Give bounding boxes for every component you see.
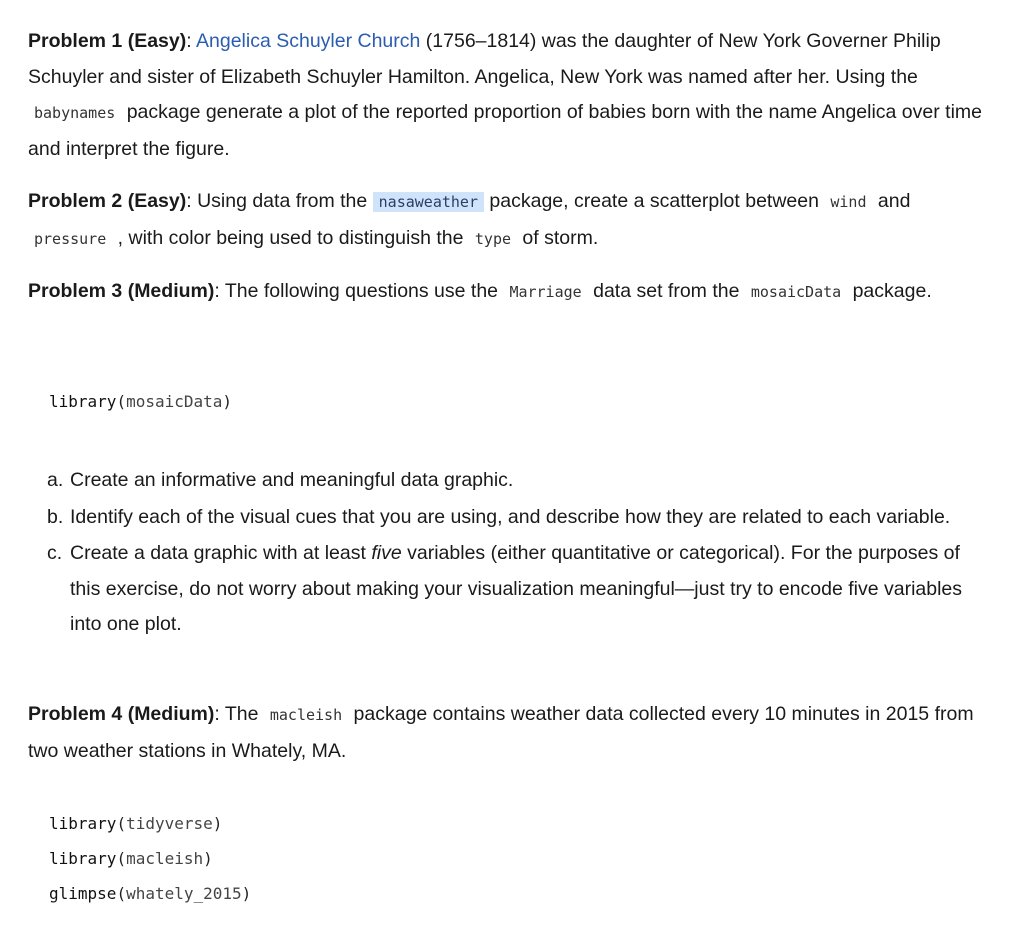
list-marker: c.	[47, 542, 63, 564]
code-arg: tidyverse	[126, 814, 213, 833]
list-item	[28, 536, 988, 643]
code-paren-close: )	[212, 814, 223, 833]
code-fn: library	[49, 849, 117, 868]
code-fn: library	[49, 814, 117, 833]
pressure-code: pressure	[34, 229, 107, 248]
list-item	[28, 463, 988, 499]
problem-2-text-5: of storm.	[517, 226, 599, 249]
code-paren-open: (	[116, 814, 127, 833]
list-item	[28, 500, 988, 536]
list-marker: a.	[47, 469, 64, 491]
code-fn: library	[49, 392, 117, 411]
problem-1-heading: Problem 1 (Easy)	[28, 30, 187, 52]
problem-1-colon: :	[186, 30, 196, 52]
problem-4-heading: Problem 4 (Medium)	[28, 703, 215, 725]
code-arg: mosaicData	[126, 392, 223, 411]
babynames-code: babynames	[34, 104, 116, 122]
problem-2-text-3: and	[872, 190, 911, 212]
code-block-mosaicdata	[28, 384, 232, 419]
code-arg: whately_2015	[126, 884, 242, 903]
marriage-code: Marriage	[509, 283, 582, 301]
problem-4	[28, 697, 988, 769]
mosaicdata-code: mosaicData	[750, 283, 842, 301]
problem-3	[28, 274, 932, 311]
problem-4-text-2: package contains weather data collected every 10 minutes in 2015 from two weather stations in Whately, MA.	[28, 703, 974, 762]
problem-3-text-3: package.	[847, 280, 932, 302]
problem-2-heading: Problem 2 (Easy)	[28, 190, 187, 212]
problem-1	[28, 24, 988, 167]
list-item-text-after: variables (either quantitative or categorical). For the purposes of this exercise, do not worry about making your visualization meaningful—just try to encode five variables into one plot.	[70, 542, 963, 635]
list-item-text: Identify each of the visual cues that you are using, and describe how they are related to each variable.	[70, 505, 951, 528]
code-block-macleish	[28, 806, 251, 911]
code-paren-close: )	[241, 884, 252, 903]
code-line	[49, 849, 213, 868]
problem-3-text-1: : The following questions use the	[214, 280, 504, 302]
type-code: type	[474, 229, 512, 248]
problem-2-text-4: , with color being used to distinguish the	[112, 226, 469, 249]
code-paren-open: (	[116, 849, 127, 868]
problem-1-text-1: (1756–1814) was the daughter of New York Governer Philip Schuyler and sister of Elizabeth Schuyler Hamilton. Angelica, New York was named after her. Using the	[28, 30, 941, 88]
code-arg: macleish	[126, 849, 204, 868]
code-fn: glimpse	[49, 884, 117, 903]
problem-2	[28, 184, 988, 257]
problem-4-text-1: : The	[214, 703, 264, 725]
macleish-code: macleish	[269, 706, 343, 724]
list-item-emphasis: five	[371, 542, 402, 564]
code-paren-open: (	[116, 392, 127, 411]
code-paren-close: )	[222, 392, 233, 411]
problem-2-text-1: : Using data from the	[186, 190, 373, 212]
wind-code: wind	[830, 193, 867, 211]
code-line	[49, 884, 251, 903]
code-paren-close: )	[203, 849, 213, 868]
problem-3-heading: Problem 3 (Medium)	[28, 280, 215, 302]
problem-2-text-2: package, create a scatterplot between	[484, 190, 825, 212]
problem-3-text-2: data set from the	[587, 280, 745, 302]
code-paren-open: (	[116, 884, 127, 903]
list-marker: b.	[47, 505, 64, 528]
angelica-schuyler-church-link[interactable]: Angelica Schuyler Church	[196, 30, 421, 52]
nasaweather-code-highlighted[interactable]: nasaweather	[373, 192, 484, 212]
problem-3-subquestions	[28, 463, 988, 644]
list-item-text: Create an informative and meaningful data graphic.	[70, 469, 514, 491]
code-line	[49, 814, 222, 833]
list-item-text-before: Create a data graphic with at least	[70, 542, 372, 564]
problem-1-text-2: package generate a plot of the reported proportion of babies born with the name Angelica over time and interpret the figure.	[28, 101, 982, 160]
